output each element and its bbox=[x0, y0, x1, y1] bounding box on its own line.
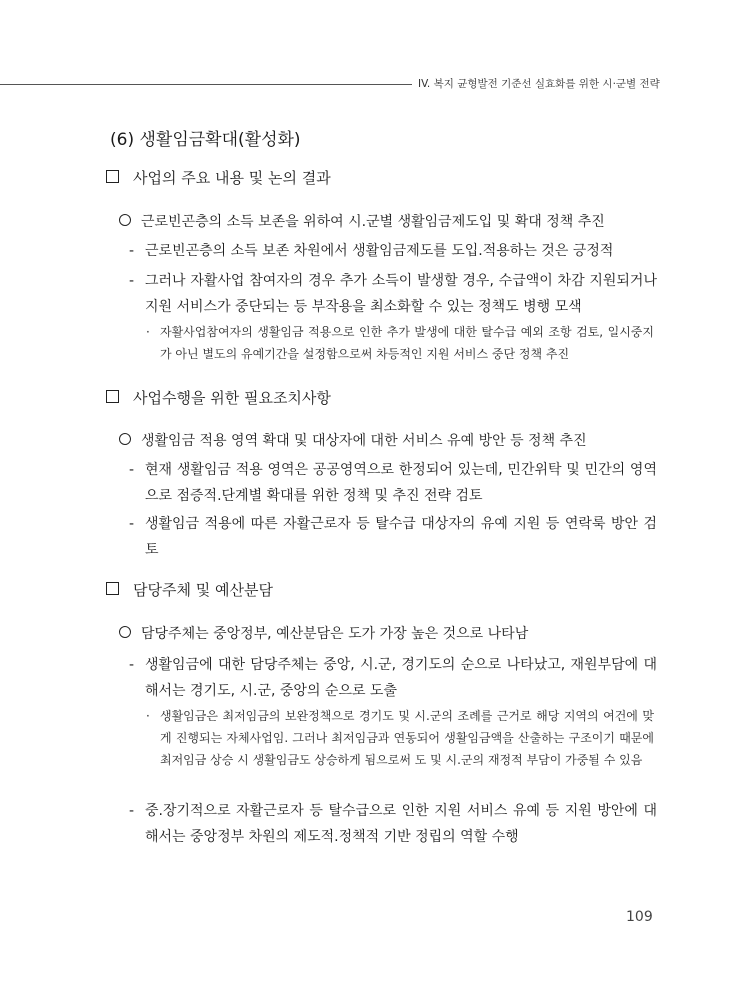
dash-text: 생활임금 적용에 따른 자활근로자 등 탈수급 대상자의 유예 지원 등 연락룩 방안 검토 bbox=[145, 516, 657, 558]
block-heading-text: 사업수행을 위한 필요조치사항 bbox=[133, 389, 331, 407]
note-marker: · bbox=[146, 325, 150, 339]
dash-item bbox=[129, 652, 657, 704]
dash-marker: - bbox=[129, 657, 135, 673]
page-number: 109 bbox=[626, 909, 653, 925]
block-heading-text: 사업의 주요 내용 및 논의 결과 bbox=[133, 169, 331, 187]
circle-bullet-icon bbox=[119, 433, 131, 445]
circle-bullet-item bbox=[119, 623, 528, 643]
section-title: (6) 생활임금확대(활성화) bbox=[110, 130, 301, 150]
block-heading bbox=[106, 387, 331, 408]
block-heading bbox=[106, 167, 331, 188]
dash-text: 현재 생활임금 적용 영역은 공공영역으로 한정되어 있는데, 민간위탁 및 민간의 영역으로 점증적.단계별 확대를 위한 정책 및 추진 전략 검토 bbox=[145, 462, 657, 504]
circle-bullet-text: 근로빈곤층의 소득 보존을 위하여 시.군별 생활임금제도입 및 확대 정책 추진 bbox=[141, 214, 605, 230]
circle-bullet-icon bbox=[119, 214, 131, 226]
block-heading-text: 담당주체 및 예산분담 bbox=[133, 581, 273, 599]
dash-marker: - bbox=[129, 273, 135, 289]
circle-bullet-text: 생활임금 적용 영역 확대 및 대상자에 대한 서비스 유예 방안 등 정책 추진 bbox=[141, 433, 587, 449]
dash-text: 그러나 자활사업 참여자의 경우 추가 소득이 발생할 경우, 수급액이 차감 지원되거나 지원 서비스가 중단되는 등 부작용을 최소화할 수 있는 정책도 병행 모색 bbox=[145, 273, 657, 315]
running-header: IV. 복지 균형발전 기준선 실효화를 위한 시·군별 전략 bbox=[418, 78, 660, 90]
dash-marker: - bbox=[129, 516, 135, 532]
note-text: 생활임금은 최저임금의 보완정책으로 경기도 및 시.군의 조례를 근거로 해당 지역의 여건에 맞게 진행되는 자체사업임. 그러나 최저임금과 연동되어 생활임금액을 산출하는 구조이기 때문에 최저임금 상승 시 생활임금도 상승하게 됨으로써 도 및 시.군의 재정적 부담이 가중될 수 있음 bbox=[160, 709, 654, 767]
dash-item bbox=[129, 511, 657, 563]
dash-item bbox=[129, 268, 657, 320]
dash-text: 근로빈곤층의 소득 보존 차원에서 생활임금제도를 도입.적용하는 것은 긍정적 bbox=[145, 243, 614, 259]
dash-marker: - bbox=[129, 243, 135, 259]
note-marker: · bbox=[146, 709, 150, 723]
dash-item bbox=[129, 238, 657, 264]
circle-bullet-text: 담당주체는 중앙정부, 예산분담은 도가 가장 높은 것으로 나타남 bbox=[141, 626, 529, 642]
note-item bbox=[146, 705, 654, 771]
dash-text: 생활임금에 대한 담당주체는 중앙, 시.군, 경기도의 순으로 나타났고, 재원부담에 대해서는 경기도, 시.군, 중앙의 순으로 도출 bbox=[145, 657, 657, 699]
dash-item bbox=[129, 457, 657, 509]
square-bullet-icon bbox=[106, 390, 119, 403]
dash-marker: - bbox=[129, 803, 135, 819]
square-bullet-icon bbox=[106, 170, 119, 183]
header-rule bbox=[0, 84, 412, 85]
note-text: 자활사업참여자의 생활임금 적용으로 인한 추가 발생에 대한 탈수급 예외 조항 검토, 일시중지가 아닌 별도의 유예기간을 설정함으로써 차등적인 지원 서비스 중단 정책 추진 bbox=[160, 325, 654, 361]
circle-bullet-item bbox=[119, 430, 587, 450]
dash-marker: - bbox=[129, 462, 135, 478]
dash-text: 중.장기적으로 자활근로자 등 탈수급으로 인한 지원 서비스 유예 등 지원 방안에 대해서는 중앙정부 차원의 제도적.정책적 기반 정립의 역할 수행 bbox=[145, 803, 657, 845]
block-heading bbox=[106, 579, 273, 600]
circle-bullet-item bbox=[119, 211, 605, 231]
square-bullet-icon bbox=[106, 582, 119, 595]
dash-item bbox=[129, 798, 657, 850]
circle-bullet-icon bbox=[119, 626, 131, 638]
note-item bbox=[146, 321, 654, 365]
